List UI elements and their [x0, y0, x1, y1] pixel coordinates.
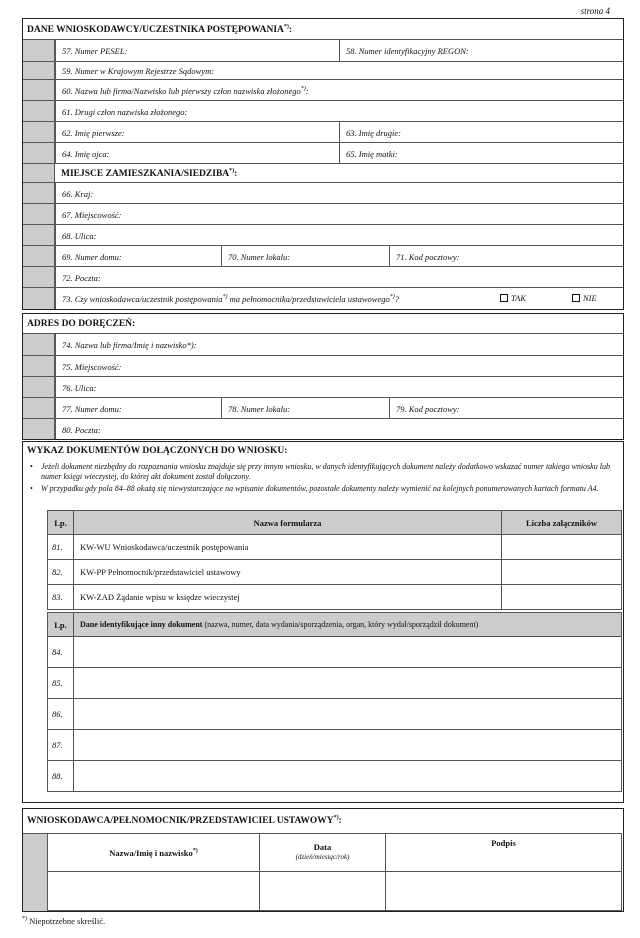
form-number: 83.	[48, 585, 74, 610]
signature-section	[22, 808, 624, 912]
footnote: *) Niepotrzebne skreślić.	[22, 916, 106, 926]
field-63-second-name[interactable]: 63. Imię drugie:	[339, 122, 623, 142]
section-title-delivery: ADRES DO DORĘCZEŃ:	[27, 319, 136, 329]
form-name: KW-WU Wnioskodawca/uczestnik postępowania	[74, 535, 502, 560]
applicant-data-section	[22, 18, 624, 310]
instruction-bullet-2: • W przypadku gdy pola 84–88 okażą się niewystarczające na wpisanie dokumentów, pozostałe dokumenty należy wymienić na kolejnych ponumerowanych kartach formatu A4.	[27, 484, 617, 494]
field-58-regon[interactable]: 58. Numer identyfikacyjny REGON:	[339, 40, 623, 61]
documents-list-section	[22, 441, 624, 803]
col-header-name: Nazwa/Imię i nazwisko*)	[48, 834, 260, 872]
field-65-mother-name[interactable]: 65. Imię matki:	[339, 143, 623, 163]
attachment-count-input[interactable]	[502, 535, 622, 560]
attachment-count-input[interactable]	[502, 560, 622, 585]
signature-table	[47, 833, 622, 911]
field-70-apartment-number[interactable]: 70. Numer lokalu:	[221, 246, 389, 266]
field-71-postal-code[interactable]: 71. Kod pocztowy:	[389, 246, 623, 266]
document-data-input[interactable]	[74, 761, 622, 792]
checkbox-yes[interactable]: TAK	[500, 293, 526, 303]
field-64-father-name[interactable]: 64. Imię ojca:	[55, 143, 339, 163]
form-number: 81.	[48, 535, 74, 560]
col-header-form-name: Nazwa formularza	[74, 511, 502, 535]
signature-field[interactable]	[386, 872, 622, 911]
field-57-pesel[interactable]: 57. Numer PESEL:	[55, 40, 339, 61]
table-row	[48, 560, 622, 585]
col-header-lp-2: Lp.	[48, 613, 74, 637]
field-69-house-number[interactable]: 69. Numer domu:	[55, 246, 221, 266]
field-79-postal-code[interactable]: 79. Kod pocztowy:	[389, 398, 623, 418]
date-input[interactable]	[260, 872, 386, 911]
attachment-count-input[interactable]	[502, 585, 622, 610]
document-number: 88.	[48, 761, 74, 792]
col-header-signature: Podpis	[386, 834, 622, 872]
document-data-input[interactable]	[74, 730, 622, 761]
document-number: 85.	[48, 668, 74, 699]
document-data-input[interactable]	[74, 668, 622, 699]
section-title-residence: MIEJSCE ZAMIESZKANIA/SIEDZIBA*):	[61, 168, 238, 180]
form-name: KW-PP Pełnomocnik/przedstawiciel ustawowy	[74, 560, 502, 585]
col-header-document-data: Dane identyfikujące inny dokument (nazwa, numer, data wydania/sporządzenia, organ, który wydał/sporządził dokument)	[74, 613, 622, 637]
field-59-krs[interactable]: 59. Numer w Krajowym Rejestrze Sądowym:	[55, 62, 623, 79]
field-77-house-number[interactable]: 77. Numer domu:	[55, 398, 221, 418]
field-66-country[interactable]: 66. Kraj:	[55, 183, 623, 203]
field-67-city[interactable]: 67. Miejscowość:	[55, 204, 623, 224]
col-header-attachment-count: Liczba załączników	[502, 511, 622, 535]
table-row	[48, 637, 622, 668]
table-row	[48, 535, 622, 560]
document-data-input[interactable]	[74, 699, 622, 730]
checkbox-no-icon	[572, 294, 580, 302]
table-row	[48, 761, 622, 792]
forms-table	[47, 510, 622, 610]
field-62-first-name[interactable]: 62. Imię pierwsze:	[55, 122, 339, 142]
instruction-bullet-1: • Jeżeli dokument niezbędny do rozpoznania wniosku znajduje się przy innym wniosku, w danych identyfikujących dokument należy dodatkowo wskazać numer takiego wniosku lub numer księgi wieczystej, do której akt dokument został dołączony.	[27, 462, 617, 482]
field-80-post-office[interactable]: 80. Poczta:	[55, 419, 623, 439]
document-data-input[interactable]	[74, 637, 622, 668]
table-row	[48, 699, 622, 730]
field-74-name[interactable]: 74. Nazwa lub firma/Imię i nazwisko*):	[55, 334, 623, 355]
col-header-date: Data (dzień/miesiąc/rok)	[260, 834, 386, 872]
name-input[interactable]	[48, 872, 260, 911]
section-title-documents: WYKAZ DOKUMENTÓW DOŁĄCZONYCH DO WNIOSKU:	[27, 446, 288, 456]
field-73-has-representative: 73. Czy wnioskodawca/uczestnik postępowania*) ma pełnomocnika/przedstawiciela ustawowego*)? TAK NIE	[55, 288, 623, 309]
field-72-post-office[interactable]: 72. Poczta:	[55, 267, 623, 287]
document-number: 86.	[48, 699, 74, 730]
section-title-signature: WNIOSKODAWCA/PEŁNOMOCNIK/PRZEDSTAWICIEL USTAWOWY*):	[27, 815, 342, 827]
field-60-name[interactable]: 60. Nazwa lub firma/Nazwisko lub pierwszy człon nazwiska złożonego*):	[55, 80, 623, 100]
other-documents-table	[47, 612, 622, 792]
checkbox-yes-icon	[500, 294, 508, 302]
delivery-address-section	[22, 313, 624, 440]
page-number: strona 4	[580, 6, 610, 16]
field-78-apartment-number[interactable]: 78. Numer lokalu:	[221, 398, 389, 418]
table-row	[48, 730, 622, 761]
field-75-city[interactable]: 75. Miejscowość:	[55, 356, 623, 376]
table-row	[48, 668, 622, 699]
form-name: KW-ZAD Żądanie wpisu w księdze wieczystej	[74, 585, 502, 610]
document-number: 84.	[48, 637, 74, 668]
table-row	[48, 585, 622, 610]
checkbox-no[interactable]: NIE	[572, 293, 597, 303]
field-76-street[interactable]: 76. Ulica:	[55, 377, 623, 397]
form-number: 82.	[48, 560, 74, 585]
field-68-street[interactable]: 68. Ulica:	[55, 225, 623, 245]
col-header-lp: Lp.	[48, 511, 74, 535]
section-title-applicant: DANE WNIOSKODAWCY/UCZESTNIKA POSTĘPOWANIA*):	[27, 24, 293, 36]
field-61-second-surname[interactable]: 61. Drugi człon nazwiska złożonego:	[55, 101, 623, 121]
document-number: 87.	[48, 730, 74, 761]
